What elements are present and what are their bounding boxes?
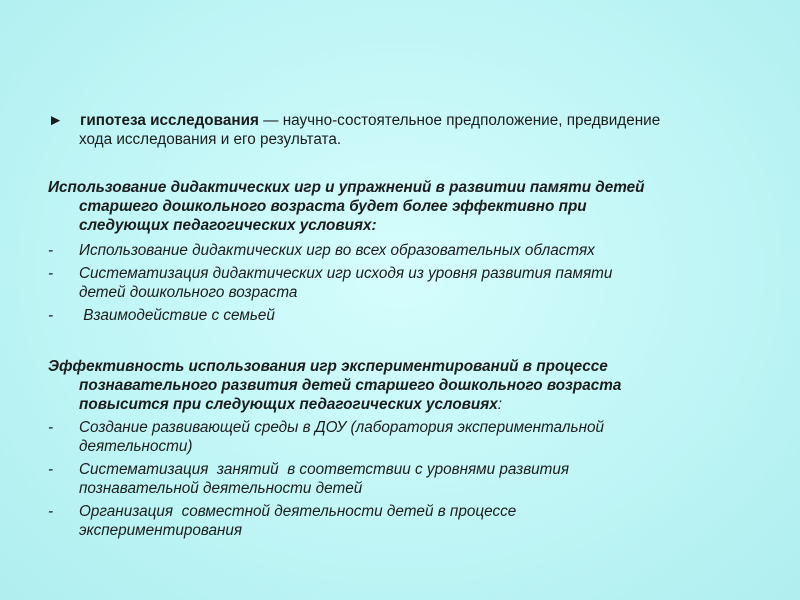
dash-bullet-icon: - <box>48 307 54 324</box>
section1-heading <box>48 178 768 235</box>
hypothesis-paragraph <box>48 111 768 149</box>
section1-list <box>48 241 768 325</box>
list-item <box>48 306 768 325</box>
section2-heading-colon: : <box>497 396 503 413</box>
list-item-line: Использование дидактических игр во всех образовательных областях <box>79 242 595 259</box>
list-item-line: детей дошкольного возраста <box>79 284 298 301</box>
section1-heading-line-2: старшего дошкольного возраста будет более эффективно при <box>79 198 587 215</box>
hypothesis-line-1 <box>48 111 768 130</box>
list-item <box>48 460 768 498</box>
list-item <box>48 502 768 540</box>
list-item-line: Организация совместной деятельности детей в процессе <box>79 503 517 520</box>
section1-heading-line-3: следующих педагогических условиях: <box>79 217 377 234</box>
arrow-bullet-icon: ► <box>48 112 64 129</box>
hypothesis-term: гипотеза исследования <box>80 112 259 129</box>
list-item <box>48 264 768 302</box>
hypothesis-line-2: хода исследования и его результата. <box>79 131 342 148</box>
list-item-line: познавательной деятельности детей <box>79 480 363 497</box>
dash-bullet-icon: - <box>48 242 54 259</box>
section1-heading-line-1: Использование дидактических игр и упражнений в развитии памяти детей <box>48 179 645 196</box>
section2-heading <box>48 357 768 414</box>
hypothesis-definition-1: — научно-состоятельное предположение, предвидение <box>258 112 661 129</box>
dash-bullet-icon: - <box>48 419 54 436</box>
section2-heading-line-2: познавательного развития детей старшего дошкольного возраста <box>79 377 622 394</box>
list-item <box>48 241 768 260</box>
list-item-line: деятельности) <box>79 438 193 455</box>
dash-bullet-icon: - <box>48 503 54 520</box>
list-item-line: Систематизация занятий в соответствии с уровнями развития <box>79 461 570 478</box>
list-item-line: Систематизация дидактических игр исходя из уровня развития памяти <box>79 265 613 282</box>
list-item-line: Создание развивающей среды в ДОУ (лаборатория экспериментальной <box>79 419 605 436</box>
list-item-line: Взаимодействие с семьей <box>79 307 275 324</box>
section2-list <box>48 418 768 540</box>
section2-heading-line-3-text: повысится при следующих педагогических условиях <box>79 396 498 413</box>
section2-heading-line-1: Эффективность использования игр экспериментирований в процессе <box>48 358 608 375</box>
list-item-line: экспериментирования <box>79 522 243 539</box>
dash-bullet-icon: - <box>48 461 54 478</box>
section2-heading-line-3 <box>48 395 768 414</box>
dash-bullet-icon: - <box>48 265 54 282</box>
list-item <box>48 418 768 456</box>
